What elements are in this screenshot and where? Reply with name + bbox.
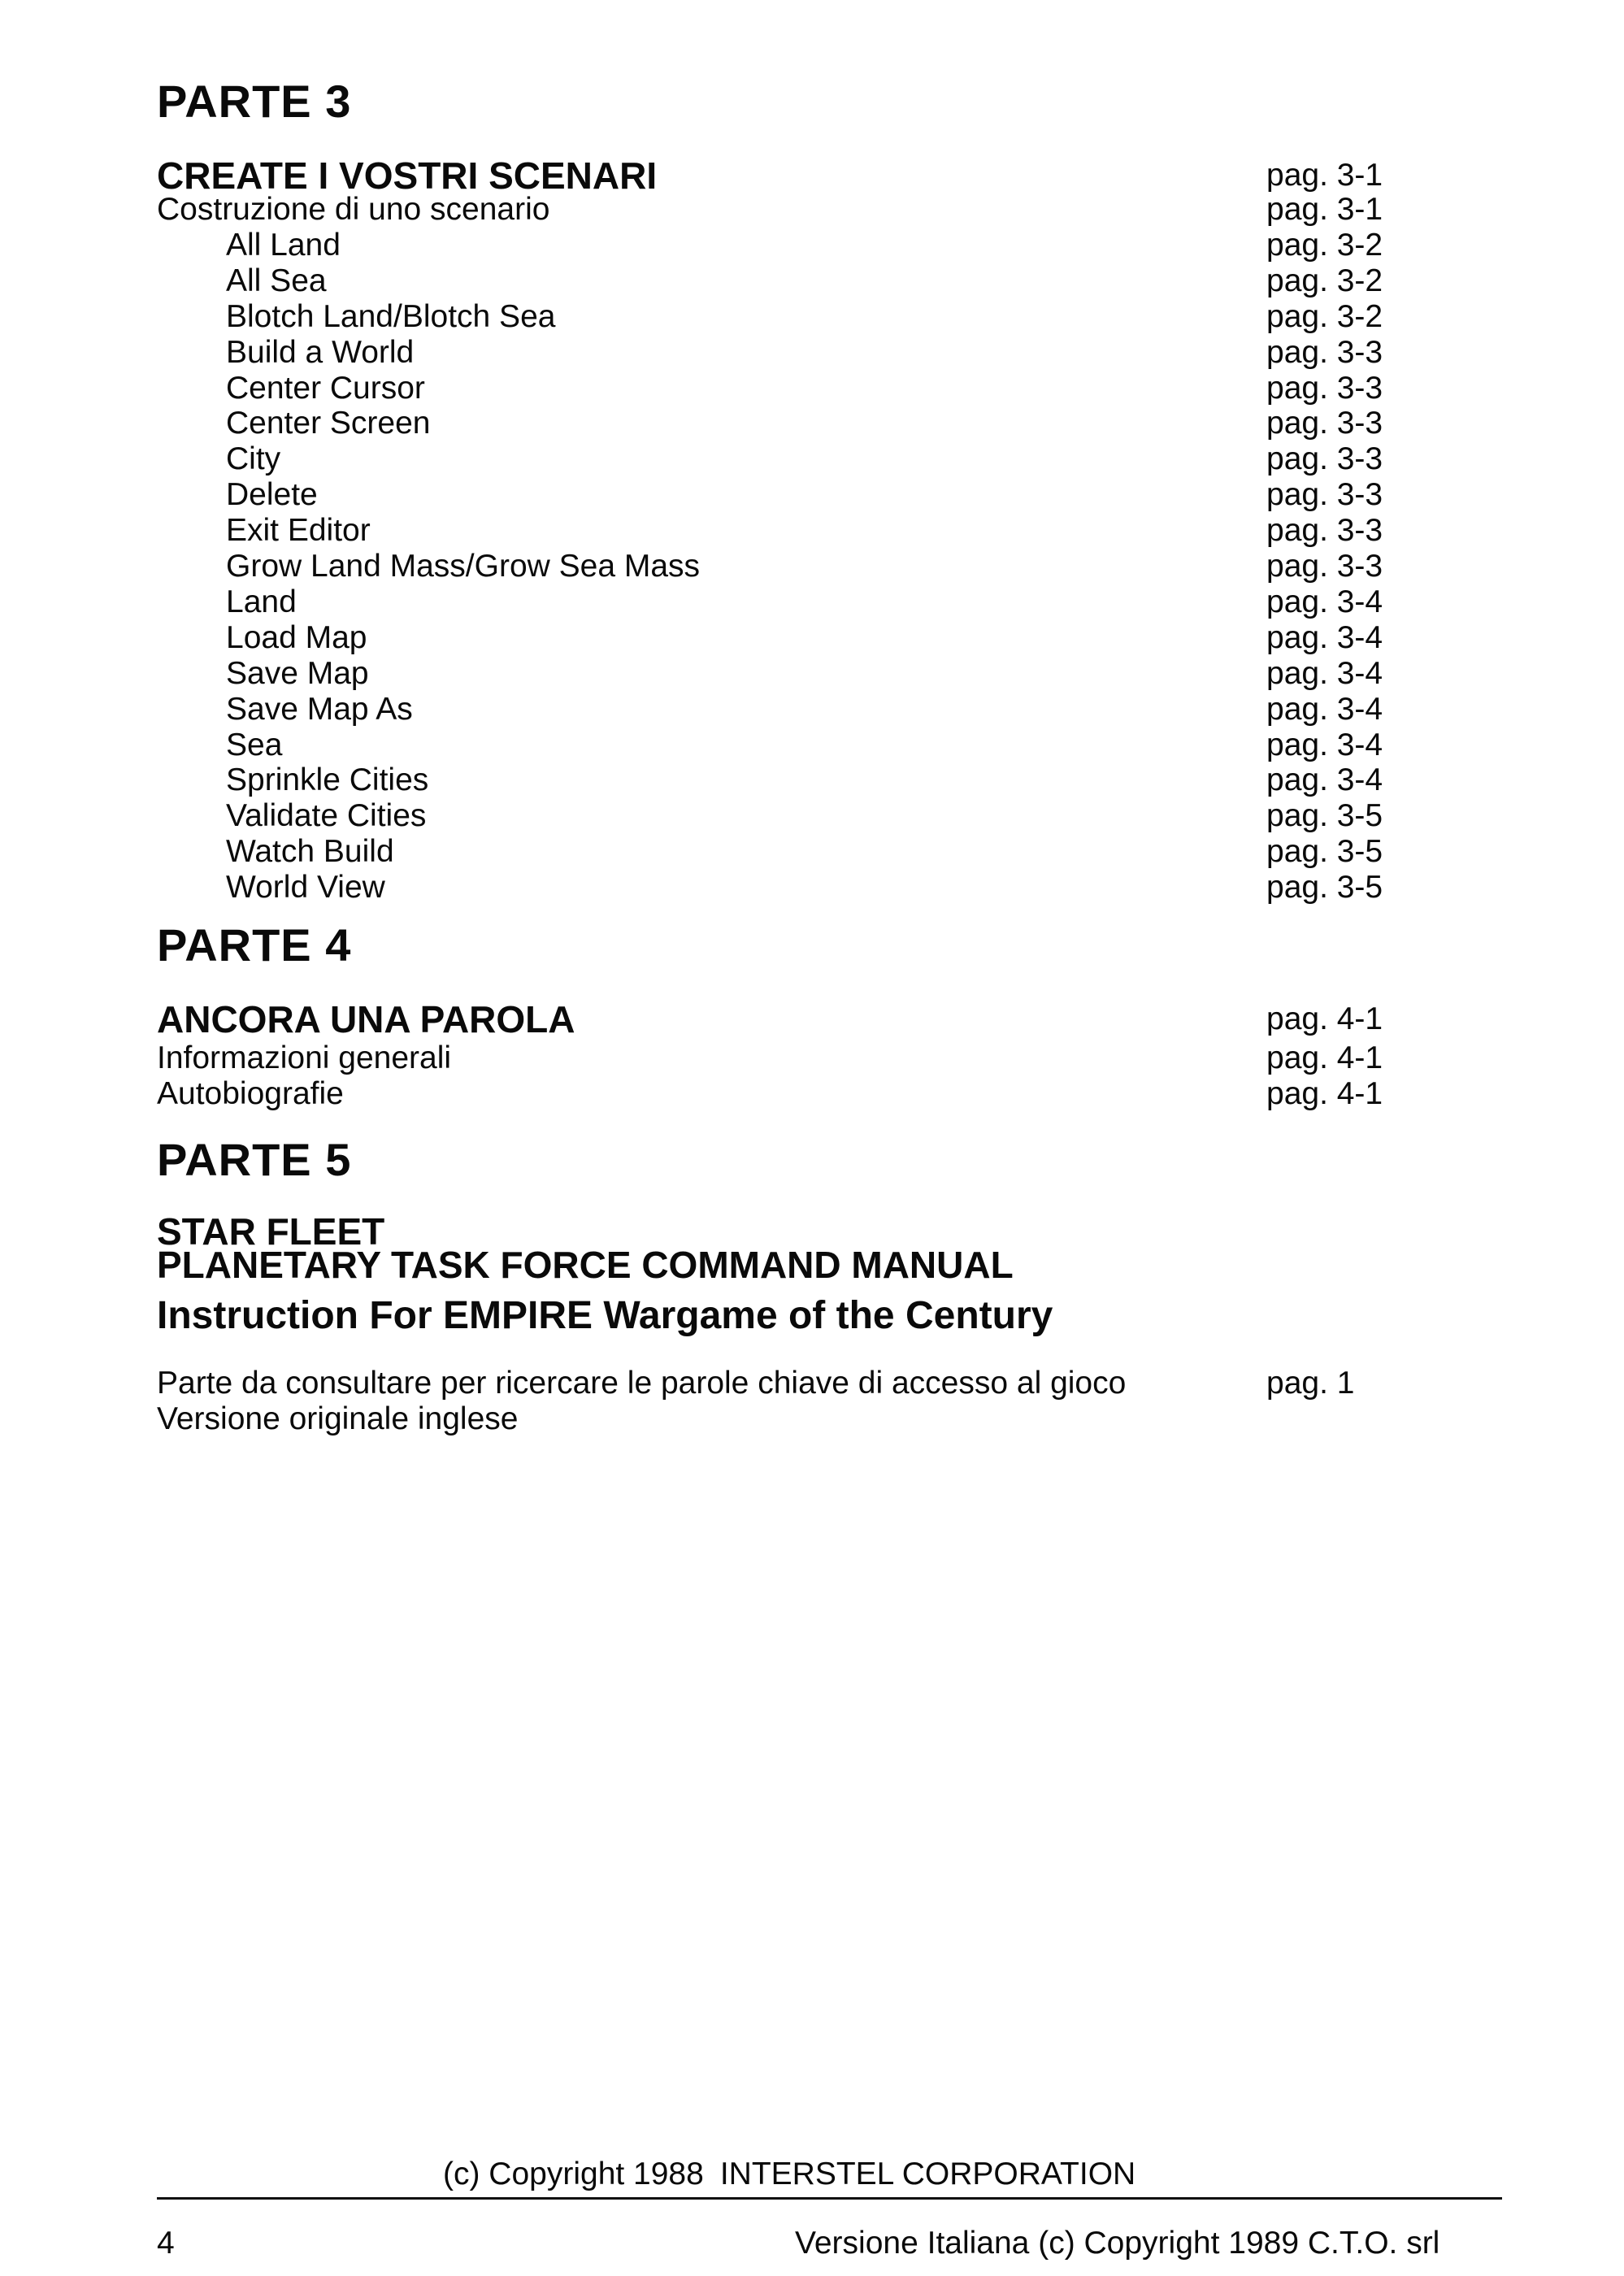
part4-section-page: pag. 4-1 [1266,1001,1383,1036]
toc-entry-label: Exit Editor [226,513,371,548]
part4-heading: PARTE 4 [157,919,352,971]
toc-entry-label: Sprinkle Cities [226,762,429,797]
part3-entry-row [157,656,1400,692]
toc-entry-label: Blotch Land/Blotch Sea [226,299,556,334]
part3-entry-row [157,549,1400,584]
part5-title-line3: Instruction For EMPIRE Wargame of the Century [157,1294,1053,1337]
toc-entry-page: pag. 4-1 [1266,1040,1383,1075]
part3-entry-row [157,335,1400,371]
toc-entry-label: Sea [226,728,283,762]
part3-heading: PARTE 3 [157,76,352,127]
toc-entry-page: pag. 3-2 [1266,228,1383,263]
toc-entry-page: pag. 3-5 [1266,798,1383,833]
toc-entry-page: pag. 4-1 [1266,1076,1383,1111]
toc-entry-page: pag. 3-3 [1266,513,1383,548]
toc-entry-label: Center Screen [226,406,431,441]
footer-page-number: 4 [157,2226,175,2261]
part5-note-row [157,1366,1457,1401]
part3-entry-row [157,584,1400,620]
footer-copyright [443,2157,1135,2192]
toc-entry-page: pag. 3-4 [1266,728,1383,762]
part3-entry-row [157,798,1400,834]
part5-note-text: Parte da consultare per ricercare le parole chiave di accesso al gioco [157,1366,1127,1401]
toc-entry-page: pag. 3-4 [1266,692,1383,727]
toc-entry-page: pag. 3-4 [1266,584,1383,619]
toc-entry-page: pag. 3-1 [1266,192,1383,227]
footer-copyright-year: (c) Copyright 1988 [443,2157,704,2191]
toc-entry-page: pag. 3-3 [1266,371,1383,406]
toc-entry-page: pag. 3-3 [1266,335,1383,370]
toc-entry-page: pag. 3-4 [1266,620,1383,655]
toc-entry-label: Load Map [226,620,367,655]
toc-entry-page: pag. 3-5 [1266,834,1383,869]
toc-entry-page: pag. 3-3 [1266,549,1383,584]
footer-corporation: INTERSTEL CORPORATION [719,2157,1136,2191]
part4-entry-row [157,1040,1400,1076]
part3-entry-row [157,192,1400,228]
part3-entry-row [157,441,1400,477]
toc-entry-page: pag. 3-2 [1266,299,1383,334]
toc-entry-page: pag. 3-3 [1266,441,1383,476]
toc-entry-label: Autobiografie [157,1076,344,1111]
part3-entry-row [157,834,1400,870]
toc-entry-page: pag. 3-4 [1266,762,1383,797]
toc-entry-page: pag. 3-2 [1266,263,1383,298]
toc-entry-label: Delete [226,477,318,512]
part3-section-row [157,154,1400,197]
toc-entry-page: pag. 3-3 [1266,477,1383,512]
part3-entry-row [157,228,1400,263]
part3-entry-row [157,513,1400,549]
toc-entry-label: All Land [226,228,341,263]
part3-entry-row [157,263,1400,299]
toc-entry-label: World View [226,870,385,905]
part5-note-row-2 [157,1401,1457,1437]
part3-entry-row [157,870,1400,906]
toc-entry-label: Save Map [226,656,369,691]
part3-entry-row [157,762,1400,798]
part3-section-page: pag. 3-1 [1266,158,1383,193]
part5-note-text-2: Versione originale inglese [157,1401,519,1436]
part3-entry-row [157,692,1400,728]
part3-entry-row [157,728,1400,763]
toc-entry-label: Center Cursor [226,371,425,406]
toc-entry-page: pag. 3-4 [1266,656,1383,691]
footer-italian-copyright: Versione Italiana (c) Copyright 1989 C.T.O. srl [795,2226,1440,2261]
part4-section-title: ANCORA UNA PAROLA [157,998,575,1040]
toc-entry-label: Land [226,584,297,619]
part5-title-line1: STAR FLEET [157,1210,385,1253]
part4-entry-row [157,1076,1400,1112]
toc-entry-label: Watch Build [226,834,394,869]
toc-entry-label: Build a World [226,335,415,370]
toc-entry-label: Grow Land Mass/Grow Sea Mass [226,549,701,584]
toc-entry-label: Informazioni generali [157,1040,452,1075]
toc-entry-label: Costruzione di uno scenario [157,192,550,227]
part3-section-title: CREATE I VOSTRI SCENARI [157,154,658,197]
part3-entry-row [157,406,1400,441]
toc-entry-label: Save Map As [226,692,413,727]
part3-entry-row [157,371,1400,406]
part5-title-line2: PLANETARY TASK FORCE COMMAND MANUAL [157,1244,1014,1286]
toc-entry-label: Validate Cities [226,798,427,833]
toc-entry-label: All Sea [226,263,327,298]
toc-entry-page: pag. 3-5 [1266,870,1383,905]
part3-entry-row [157,477,1400,513]
part4-section-row [157,998,1400,1040]
toc-entry-label: City [226,441,281,476]
part5-heading: PARTE 5 [157,1134,352,1185]
toc-entry-page: pag. 3-3 [1266,406,1383,441]
part3-entry-row [157,299,1400,335]
part5-note-page: pag. 1 [1266,1366,1355,1401]
footer-divider [157,2197,1502,2200]
part3-entry-row [157,620,1400,656]
